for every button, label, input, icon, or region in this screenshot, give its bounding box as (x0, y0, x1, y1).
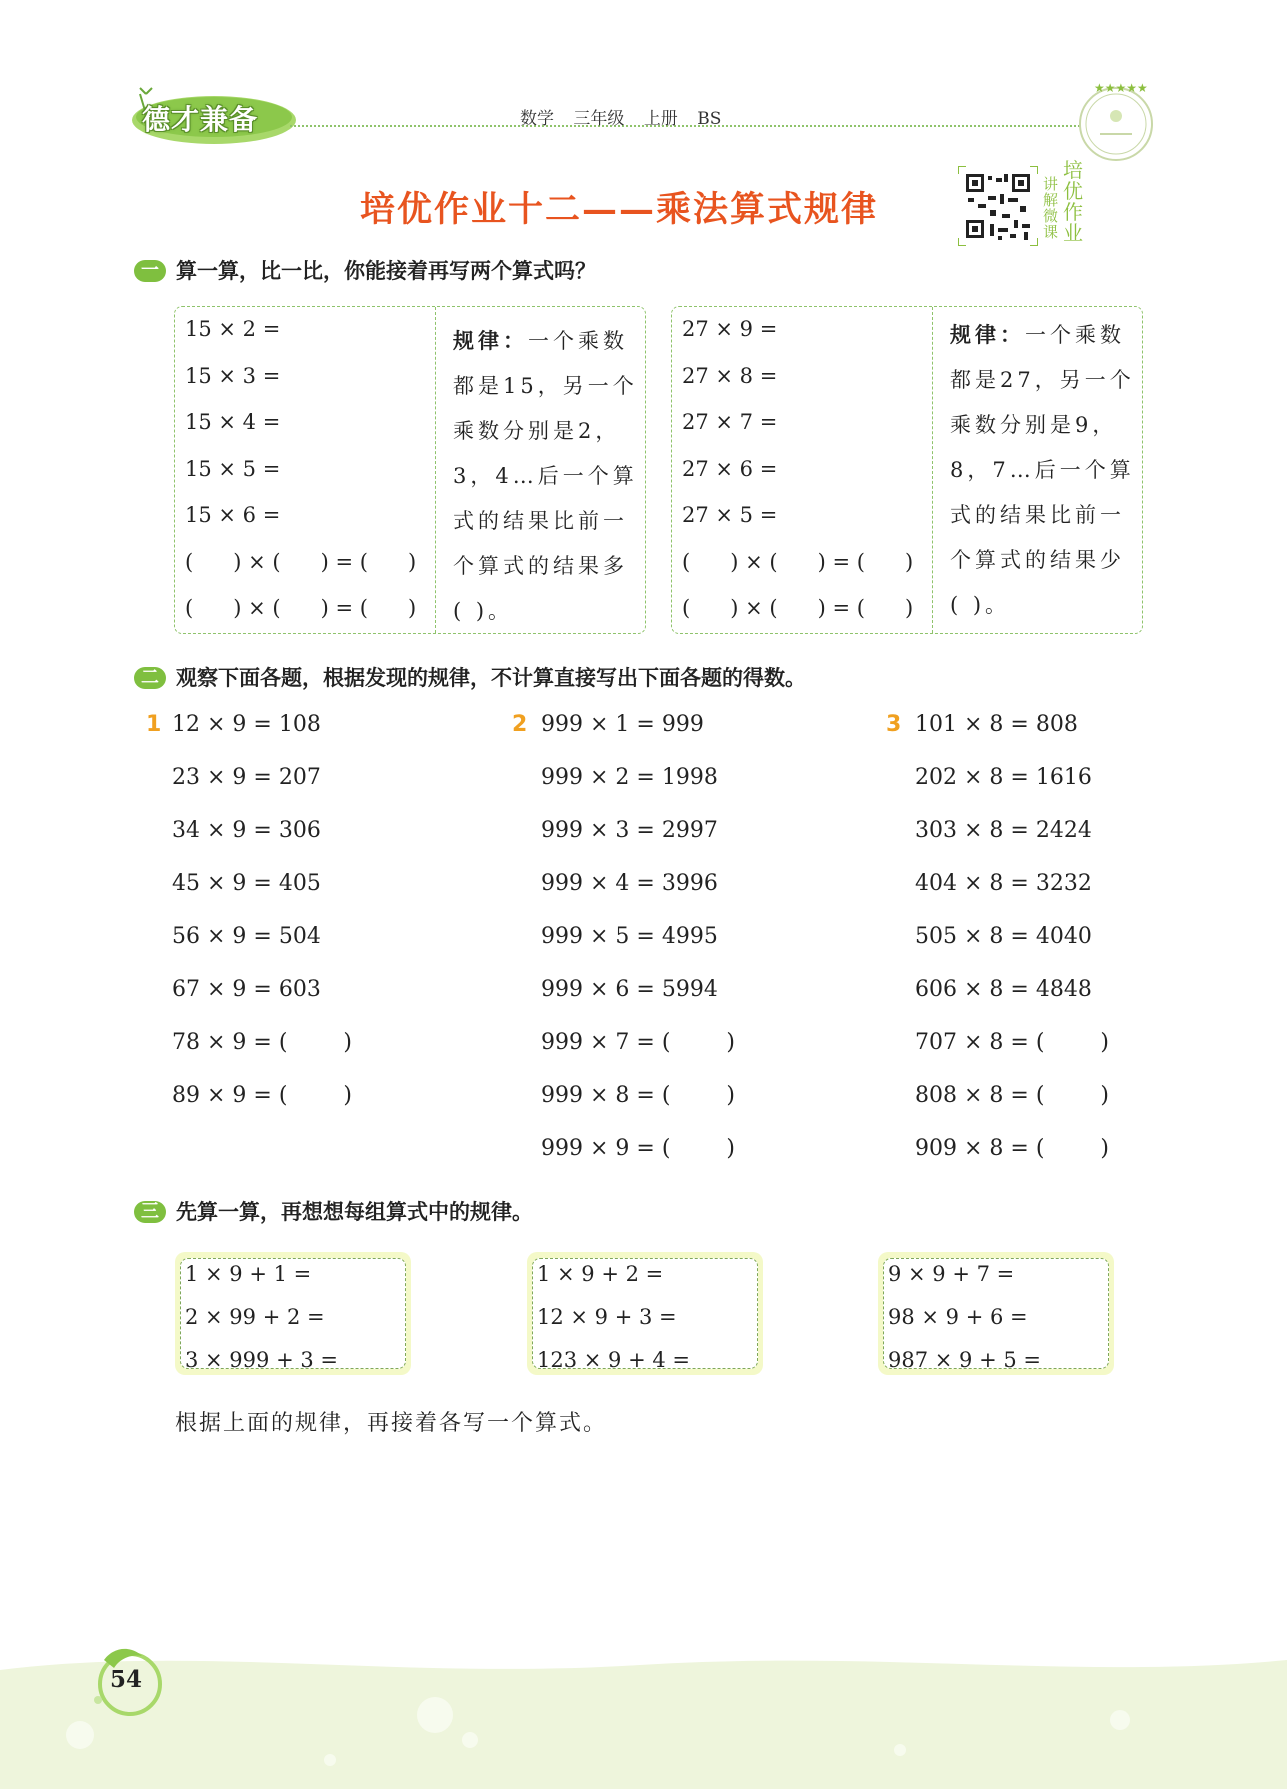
answer-blank-equation[interactable]: 707 × 8 = ( ) (915, 1030, 1109, 1055)
equation: 15 × 6 = (185, 503, 281, 527)
problem-column-2 (541, 712, 735, 1189)
equation: 999 × 1 = 999 (541, 712, 704, 737)
section3-followup-prompt: 根据上面的规律，再接着各写一个算式。 (175, 1411, 608, 1436)
equation: 999 × 6 = 5994 (541, 977, 718, 1002)
equation[interactable]: 1 × 9 + 1 = (185, 1262, 312, 1286)
rule-label: 规律： (453, 329, 528, 353)
rule-text-block (453, 319, 639, 634)
section3-box-3 (878, 1252, 1114, 1375)
section3-header (134, 1196, 533, 1226)
answer-blank-equation[interactable]: ( ) × ( ) = ( ) (682, 549, 914, 574)
equation-list (537, 1262, 690, 1391)
answer-blank-equation[interactable]: 909 × 8 = ( ) (915, 1136, 1109, 1161)
section1-badge: 一 (134, 260, 166, 282)
equation-list (185, 317, 416, 643)
equation: 15 × 5 = (185, 456, 281, 481)
box-divider (932, 307, 933, 633)
answer-blank-equation[interactable]: ( ) × ( ) = ( ) (185, 596, 417, 620)
problem-column-3 (915, 712, 1109, 1189)
qr-label-small: 讲解微课 (1043, 175, 1059, 241)
section3-box-1 (175, 1252, 411, 1375)
answer-blank-equation[interactable]: 999 × 7 = ( ) (541, 1030, 735, 1055)
equation: 27 × 6 = (682, 456, 778, 481)
problem-number: 1 (146, 712, 162, 737)
answer-blank-equation[interactable]: 89 × 9 = ( ) (172, 1083, 352, 1108)
answer-blank-equation[interactable]: 999 × 9 = ( ) (541, 1136, 735, 1161)
brand-seal-icon (1074, 80, 1158, 164)
equation: 56 × 9 = 504 (172, 924, 321, 949)
equation: 404 × 8 = 3232 (915, 871, 1092, 896)
equation: 27 × 5 = (682, 503, 778, 527)
equation[interactable]: 987 × 9 + 5 = (888, 1348, 1041, 1372)
equation: 999 × 3 = 2997 (541, 818, 718, 843)
problem-column-1 (172, 712, 352, 1136)
equation[interactable]: 12 × 9 + 3 = (537, 1305, 677, 1329)
equation: 15 × 3 = (185, 363, 281, 388)
section3-prompt: 先算一算，再想想每组算式中的规律。 (176, 1200, 533, 1224)
problem-number: 3 (886, 712, 902, 737)
page-number: 54 (110, 1666, 143, 1693)
subject: 数学 (520, 109, 554, 129)
rule-text: 一个乘数都是27，另一个乘数分别是9，8，7…后一个算式的结果比前一个算式的结果少( )。 (950, 323, 1135, 617)
equation-list (185, 1262, 338, 1391)
equation: 999 × 2 = 1998 (541, 765, 718, 790)
answer-blank-equation[interactable]: ( ) × ( ) = ( ) (682, 596, 914, 620)
brand-logo (130, 84, 298, 146)
volume: 上册 (643, 109, 678, 129)
edition: BS (697, 109, 722, 129)
equation: 27 × 7 = (682, 410, 778, 434)
qr-code-icon[interactable] (958, 166, 1038, 246)
equation[interactable]: 1 × 9 + 2 = (537, 1262, 664, 1286)
equation: 45 × 9 = 405 (172, 871, 321, 896)
equation: 34 × 9 = 306 (172, 818, 321, 843)
box-divider (435, 307, 436, 633)
section1-header (134, 255, 596, 285)
rule-text-block (950, 313, 1136, 628)
equation: 101 × 8 = 808 (915, 712, 1078, 737)
equation[interactable]: 9 × 9 + 7 = (888, 1262, 1015, 1286)
svg-text:★★★★★: ★★★★★ (1094, 81, 1148, 95)
equation: 15 × 2 = (185, 317, 281, 341)
equation: 15 × 4 = (185, 410, 281, 434)
equation: 27 × 8 = (682, 363, 778, 388)
equation: 67 × 9 = 603 (172, 977, 321, 1002)
equation: 23 × 9 = 207 (172, 765, 321, 790)
equation[interactable]: 2 × 99 + 2 = (185, 1305, 325, 1329)
book-info (520, 104, 721, 129)
equation: 999 × 4 = 3996 (541, 871, 718, 896)
grade: 三年级 (573, 109, 625, 129)
answer-blank-equation[interactable]: 78 × 9 = ( ) (172, 1030, 352, 1055)
footer-wave-decoration (0, 1640, 1287, 1789)
section2-prompt: 观察下面各题，根据发现的规律，不计算直接写出下面各题的得数。 (176, 666, 806, 690)
section1-left-box (174, 306, 646, 634)
equation: 505 × 8 = 4040 (915, 924, 1092, 949)
equation: 27 × 9 = (682, 317, 778, 341)
section1-right-box (671, 306, 1143, 634)
equation: 202 × 8 = 1616 (915, 765, 1092, 790)
rule-text: 一个乘数都是15，另一个乘数分别是2，3，4…后一个算式的结果比前一个算式的结果多( )。 (453, 329, 638, 623)
equation[interactable]: 3 × 999 + 3 = (185, 1348, 338, 1372)
qr-label-big: 培优作业 (1063, 158, 1083, 245)
equation: 999 × 5 = 4995 (541, 924, 718, 949)
equation[interactable]: 123 × 9 + 4 = (537, 1348, 690, 1372)
section3-badge: 三 (134, 1201, 166, 1223)
qr-label (1043, 160, 1083, 250)
section2-header (134, 662, 806, 692)
equation: 12 × 9 = 108 (172, 712, 321, 737)
equation-list (682, 317, 913, 643)
equation-list (888, 1262, 1041, 1391)
rule-label: 规律： (950, 323, 1025, 347)
page-title: 培优作业十二——乘法算式规律 (360, 189, 879, 230)
answer-blank-equation[interactable]: 808 × 8 = ( ) (915, 1083, 1109, 1108)
problem-number: 2 (512, 712, 528, 737)
equation: 606 × 8 = 4848 (915, 977, 1092, 1002)
section3-box-2 (527, 1252, 763, 1375)
section1-prompt: 算一算，比一比，你能接着再写两个算式吗？ (176, 259, 596, 283)
answer-blank-equation[interactable]: ( ) × ( ) = ( ) (185, 549, 417, 574)
equation: 303 × 8 = 2424 (915, 818, 1092, 843)
answer-blank-equation[interactable]: 999 × 8 = ( ) (541, 1083, 735, 1108)
equation[interactable]: 98 × 9 + 6 = (888, 1305, 1028, 1329)
logo-text: 德才兼备 (142, 103, 259, 136)
section2-badge: 二 (134, 667, 166, 689)
